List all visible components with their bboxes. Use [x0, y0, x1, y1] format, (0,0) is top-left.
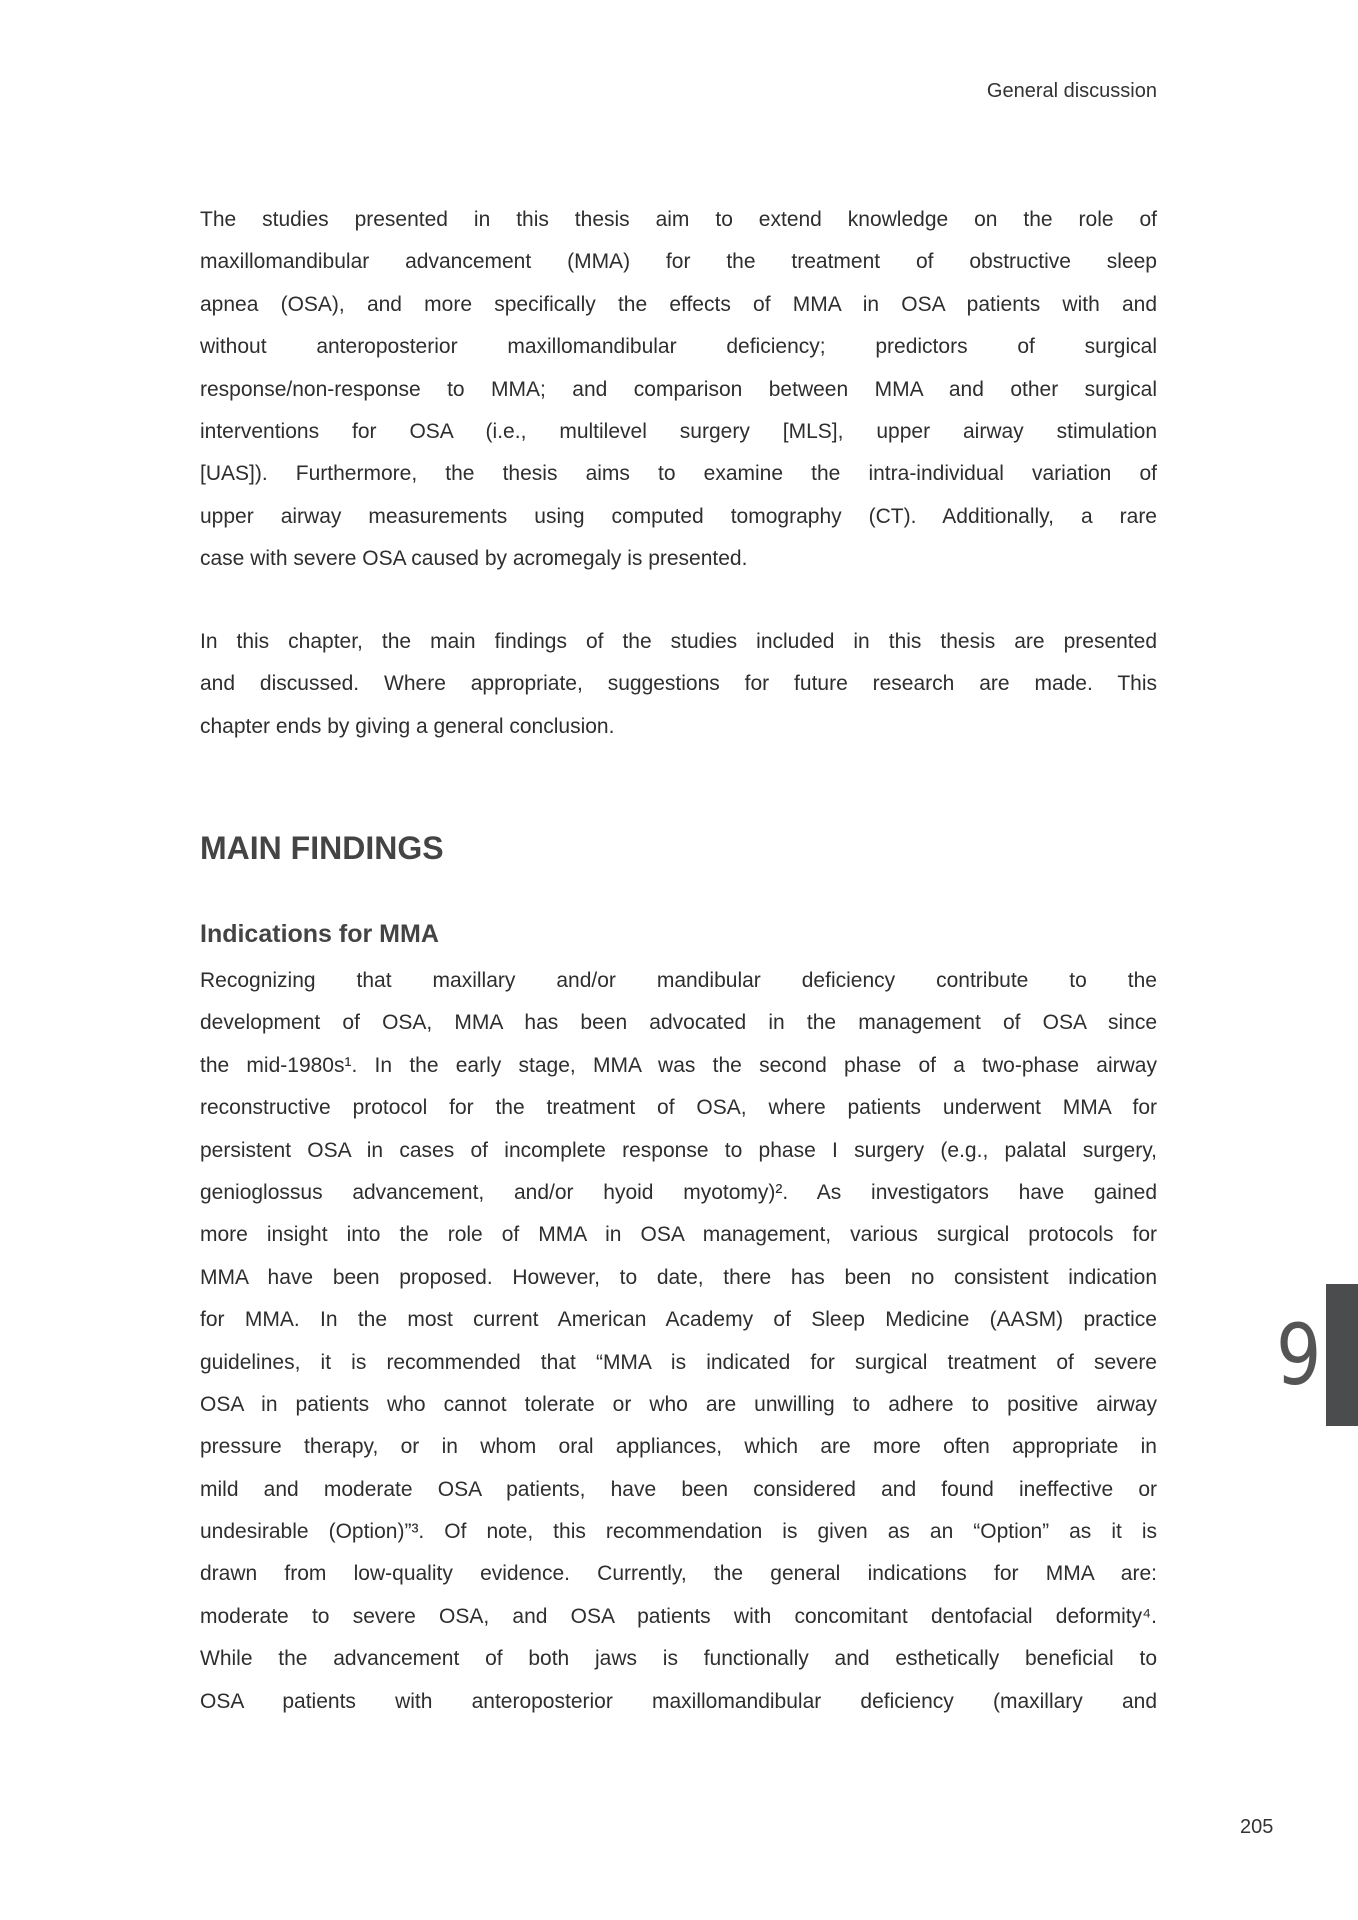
text-line: guidelines, it is recommended that “MMA is indicated for surgical treatment of severe	[200, 1350, 1157, 1374]
text-line: MMA have been proposed. However, to date, there has been no consistent indication	[200, 1265, 1157, 1289]
text-line: Recognizing that maxillary and/or mandibular deficiency contribute to the	[200, 969, 1157, 992]
text-line: upper airway measurements using computed tomography (CT). Additionally, a rare	[200, 504, 1157, 528]
text-line: and discussed. Where appropriate, suggestions for future research are made. This	[200, 672, 1157, 696]
intro-paragraph	[200, 199, 1157, 581]
text-line: persistent OSA in cases of incomplete response to phase I surgery (e.g., palatal surgery,	[200, 1138, 1157, 1162]
text-line: In this chapter, the main findings of the studies included in this thesis are presented	[200, 630, 1157, 653]
text-line: development of OSA, MMA has been advocated in the management of OSA since	[200, 1011, 1157, 1035]
text-line: moderate to severe OSA, and OSA patients with concomitant dentofacial deformity⁴.	[200, 1604, 1157, 1628]
text-line: drawn from low-quality evidence. Currently, the general indications for MMA are:	[200, 1562, 1157, 1586]
text-line: genioglossus advancement, and/or hyoid myotomy)². As investigators have gained	[200, 1180, 1157, 1204]
running-head: General discussion	[986, 80, 1157, 102]
text-line: pressure therapy, or in whom oral appliances, which are more often appropriate in	[200, 1435, 1157, 1459]
text-line: apnea (OSA), and more specifically the effects of MMA in OSA patients with and	[200, 292, 1157, 316]
text-line: interventions for OSA (i.e., multilevel surgery [MLS], upper airway stimulation	[200, 419, 1157, 443]
text-line: reconstructive protocol for the treatment of OSA, where patients underwent MMA for	[200, 1096, 1157, 1120]
subsection-heading: Indications for MMA	[200, 920, 439, 948]
text-line: mild and moderate OSA patients, have been considered and found ineffective or	[200, 1477, 1157, 1501]
chapter-tab-marker	[1326, 1284, 1358, 1426]
text-line: [UAS]). Furthermore, the thesis aims to examine the intra-individual variation of	[200, 462, 1157, 486]
text-line: the mid-1980s¹. In the early stage, MMA was the second phase of a two-phase airway	[200, 1053, 1157, 1077]
text-line: undesirable (Option)”³. Of note, this recommendation is given as an “Option” as it is	[200, 1520, 1157, 1544]
text-line: case with severe OSA caused by acromegaly is presented.	[200, 547, 748, 571]
text-line: chapter ends by giving a general conclusion.	[200, 714, 615, 738]
text-line: for MMA. In the most current American Academy of Sleep Medicine (AASM) practice	[200, 1308, 1157, 1332]
page-number: 205	[1240, 1816, 1274, 1838]
section-heading: MAIN FINDINGS	[200, 830, 444, 866]
indications-paragraph	[200, 960, 1157, 1723]
text-line: OSA in patients who cannot tolerate or who are unwilling to adhere to positive airway	[200, 1392, 1157, 1416]
text-line: response/non-response to MMA; and comparison between MMA and other surgical	[200, 377, 1157, 401]
text-line: OSA patients with anteroposterior maxillomandibular deficiency (maxillary and	[200, 1689, 1157, 1713]
text-line: While the advancement of both jaws is functionally and esthetically beneficial to	[200, 1647, 1157, 1671]
chapter-overview-paragraph	[200, 621, 1157, 748]
text-line: The studies presented in this thesis aim to extend knowledge on the role of	[200, 208, 1157, 231]
chapter-number: 9	[1276, 1306, 1322, 1404]
text-line: maxillomandibular advancement (MMA) for the treatment of obstructive sleep	[200, 250, 1157, 274]
text-line: more insight into the role of MMA in OSA management, various surgical protocols for	[200, 1223, 1157, 1247]
text-line: without anteroposterior maxillomandibular deficiency; predictors of surgical	[200, 335, 1157, 359]
